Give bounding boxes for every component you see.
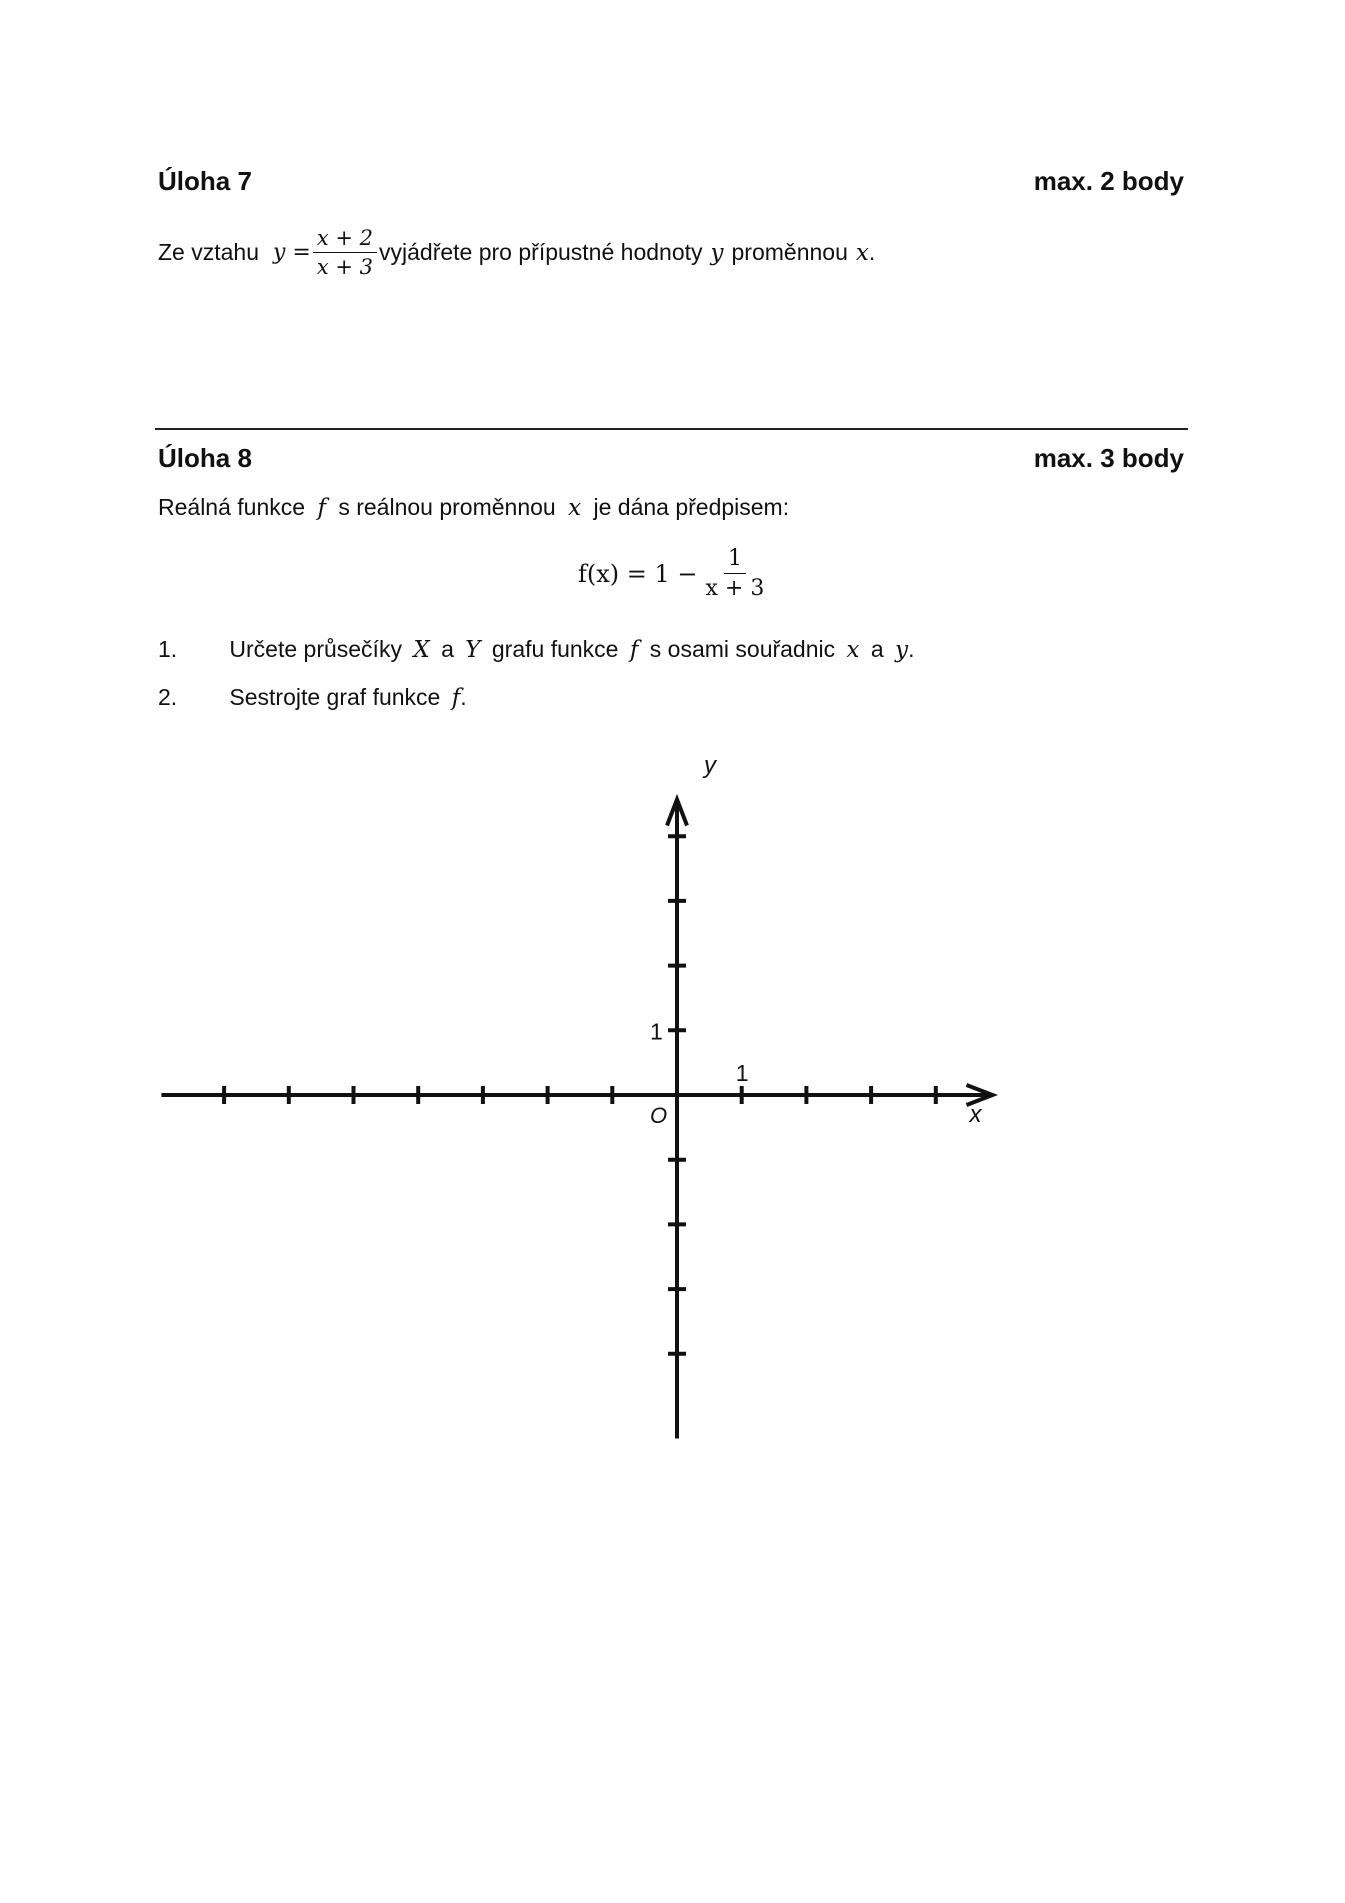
task8-intro-3: je dána předpisem: — [593, 494, 790, 520]
task8-formula-lhs: f(x) = 1 − — [578, 559, 698, 588]
x-axis-label: x — [969, 1101, 982, 1128]
task7-points: max. 2 body — [1033, 166, 1184, 196]
task8-item-1-v2: Y — [465, 637, 481, 663]
task7-var-y: y — [710, 239, 724, 266]
task8-item-1-t3: grafu funkce — [491, 636, 619, 662]
task7-period: . — [868, 239, 876, 266]
y-unit-label: 1 — [650, 1018, 663, 1045]
task7-text-after: vyjádřete pro přípustné hodnoty — [379, 239, 703, 266]
task8-item-2-v1: f — [451, 685, 461, 711]
task8-item-2-t1: Sestrojte graf funkce — [229, 684, 441, 710]
task8-item-1-v3: f — [629, 637, 639, 663]
task8-intro-2: s reálnou proměnnou — [338, 494, 556, 520]
task8-item-2-number: 2. — [158, 684, 178, 710]
task8-var-f: f — [317, 495, 326, 521]
y-axis-label: y — [704, 752, 716, 779]
task8-item-1-t1: Určete průsečíky — [229, 636, 402, 662]
task8-item-1-t4: s osami souřadnic — [649, 636, 836, 662]
task8-item-1-v4: x — [846, 637, 860, 663]
task7-eq-lhs: y = — [273, 240, 311, 266]
task8-formula-numerator: 1 — [724, 546, 746, 574]
task8-item-1-t5: a — [870, 636, 884, 662]
task8-formula-denominator: x + 3 — [705, 576, 765, 602]
task7-text-after2: proměnnou — [731, 239, 848, 266]
task8-title: Úloha 8 — [158, 443, 252, 473]
task7-fraction-numerator: x + 2 — [313, 226, 377, 253]
task8-points: max. 3 body — [1033, 443, 1184, 473]
task7-var-x: x — [855, 239, 869, 266]
origin-label: O — [650, 1103, 668, 1128]
task8-item-1-v1: X — [413, 637, 430, 663]
task8-intro-1: Reálná funkce — [158, 494, 306, 520]
task7-title: Úloha 7 — [158, 166, 252, 196]
task8-var-x: x — [568, 495, 582, 521]
task8-item-1-t6: . — [908, 636, 915, 662]
task8-item-1-v5: y — [895, 637, 909, 663]
task7-fraction-denominator: x + 3 — [316, 255, 374, 280]
task8-item-1-number: 1. — [158, 636, 178, 662]
task7-text-before: Ze vztahu — [158, 239, 259, 266]
task8-item-2-t2: . — [460, 684, 467, 710]
task8-item-1-t2: a — [441, 636, 454, 662]
x-unit-label: 1 — [735, 1060, 749, 1086]
